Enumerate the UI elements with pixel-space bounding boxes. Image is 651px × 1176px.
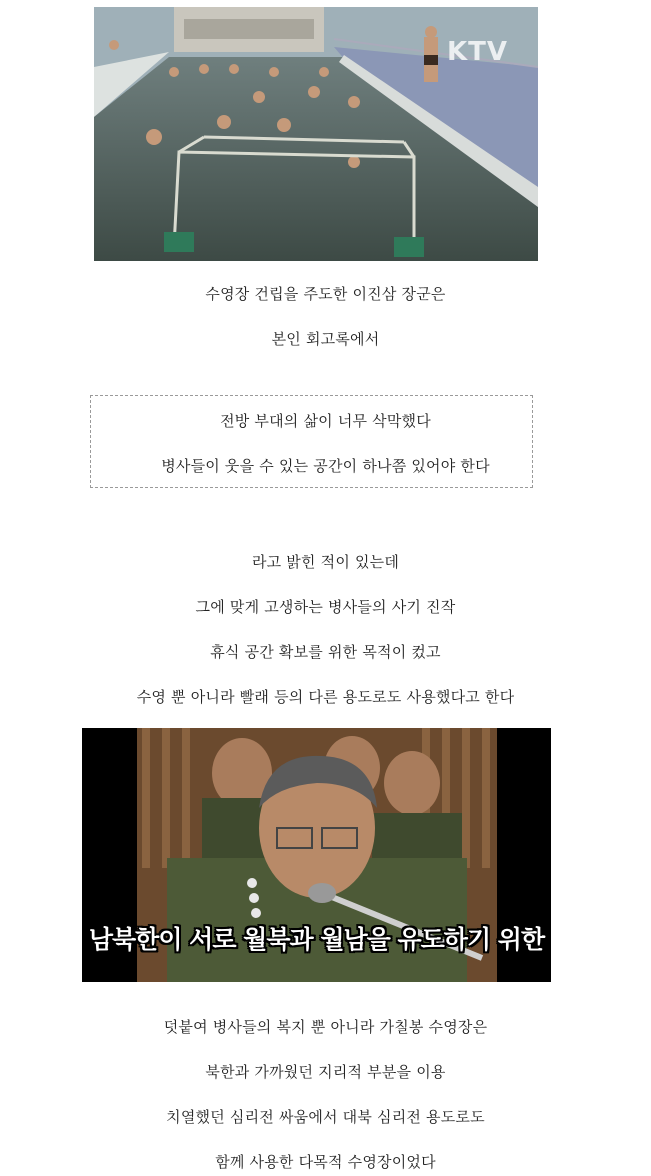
text-line: 라고 밝힌 적이 있는데: [251, 553, 400, 571]
video-subtitle: 남북한이 서로 월북과 월남을 유도하기 위한: [88, 925, 545, 954]
text-line: 휴식 공간 확보를 위한 목적이 컸고: [210, 643, 441, 661]
quote-line: 전방 부대의 삶이 너무 삭막했다: [220, 412, 431, 430]
text-line: 치열했던 심리전 싸움에서 대북 심리전 용도로도: [166, 1108, 485, 1126]
text-line: 본인 회고록에서: [271, 330, 380, 348]
text-line: 그에 맞게 고생하는 병사들의 사기 진작: [195, 598, 456, 616]
text-line: 수영장 건립을 주도한 이진삼 장군은: [205, 285, 446, 303]
quote-line: 병사들이 웃을 수 있는 공간이 하나쯤 있어야 한다: [161, 457, 490, 475]
text-line: 수영 뿐 아니라 빨래 등의 다른 용도로도 사용했다고 한다: [136, 688, 515, 706]
text-line: 함께 사용한 다목적 수영장이었다: [215, 1153, 436, 1171]
text-line: 북한과 가까웠던 지리적 부분을 이용: [205, 1063, 446, 1081]
pool-photo: [94, 7, 538, 261]
ktv-watermark: KTV: [446, 37, 508, 67]
general-photo: [82, 728, 551, 982]
text-line: 덧붙여 병사들의 복지 뿐 아니라 가칠봉 수영장은: [163, 1018, 488, 1036]
